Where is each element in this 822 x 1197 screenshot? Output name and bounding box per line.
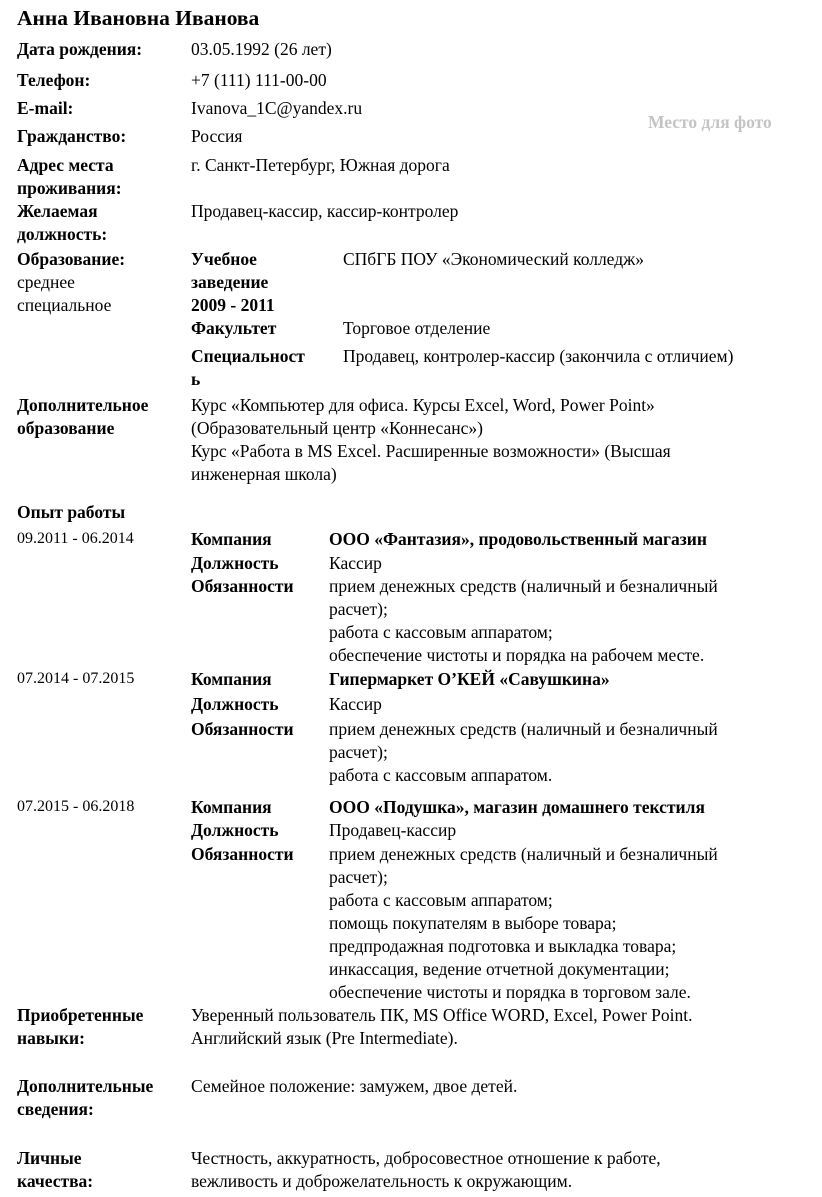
- skills-value: [191, 1004, 811, 1050]
- job-dates: 07.2015 - 06.2018: [17, 798, 135, 815]
- additional-education-value: [191, 394, 811, 486]
- additional-education-line: Курс «Компьютер для офиса. Курсы Excel, Word, Power Point»: [191, 395, 655, 415]
- specialty-value: Продавец, контролер-кассир (закончила с отличием): [343, 346, 734, 366]
- duty-line: расчет);: [329, 867, 388, 887]
- skills-line: Уверенный пользователь ПК, MS Office WORD, Excel, Power Point.: [191, 1005, 693, 1025]
- company-label: Компания: [191, 797, 272, 817]
- extra-info-label-line: Дополнительные: [17, 1076, 154, 1096]
- institution-label-line: Учебное: [191, 249, 257, 269]
- duty-line: прием денежных средств (наличный и безналичный: [329, 719, 718, 739]
- additional-education-label: [17, 394, 185, 440]
- education-label-title: Образование:: [17, 249, 126, 269]
- duty-line: работа с кассовым аппаратом;: [329, 890, 553, 910]
- duty-line: расчет);: [329, 742, 388, 762]
- position-value: Продавец-кассир: [329, 820, 457, 840]
- desired-position-label: [17, 200, 185, 246]
- institution-label: [191, 248, 331, 317]
- institution-value: СПбГБ ПОУ «Экономический колледж»: [343, 249, 644, 269]
- additional-education-line: инженерная школа): [191, 464, 337, 484]
- phone-label: Телефон:: [17, 70, 91, 90]
- education-label: [17, 248, 185, 317]
- skills-label: [17, 1004, 185, 1050]
- birthdate-value: 03.05.1992 (26 лет): [191, 39, 332, 59]
- duty-line: обеспечение чистоты и порядка в торговом зале.: [329, 982, 691, 1002]
- email-label: E-mail:: [17, 98, 74, 118]
- address-label: [17, 154, 185, 200]
- duties-label: Обязанности: [191, 719, 294, 739]
- skills-label-line: Приобретенные: [17, 1005, 144, 1025]
- duty-line: предпродажная подготовка и выкладка товара;: [329, 936, 677, 956]
- personal-qualities-label-line: качества:: [17, 1171, 94, 1191]
- citizenship-value: Россия: [191, 126, 243, 146]
- duty-line: инкассация, ведение отчетной документации;: [329, 959, 670, 979]
- institution-years: 2009 - 2011: [191, 295, 275, 315]
- position-value: Кассир: [329, 694, 382, 714]
- job-dates: 09.2011 - 06.2014: [17, 530, 134, 547]
- position-label: Должность: [191, 820, 279, 840]
- specialty-label-line: ь: [191, 369, 201, 389]
- additional-education-line: (Образовательный центр «Коннесанс»): [191, 418, 483, 438]
- institution-label-line: заведение: [191, 272, 269, 292]
- experience-heading: Опыт работы: [17, 502, 126, 522]
- personal-qualities-label-line: Личные: [17, 1148, 82, 1168]
- education-level-line: среднее: [17, 272, 75, 292]
- skills-label-line: навыки:: [17, 1028, 85, 1048]
- duties-list: [329, 843, 809, 1004]
- extra-info-label-line: сведения:: [17, 1099, 94, 1119]
- position-label: Должность: [191, 694, 279, 714]
- additional-education-label-line: Дополнительное: [17, 395, 149, 415]
- desired-position-value: Продавец-кассир, кассир-контролер: [191, 201, 459, 221]
- company-value: ООО «Фантазия», продовольственный магазин: [329, 529, 707, 549]
- personal-qualities-line: Честность, аккуратность, добросовестное отношение к работе,: [191, 1148, 661, 1168]
- faculty-value: Торговое отделение: [343, 318, 491, 338]
- education-level-line: специальное: [17, 295, 112, 315]
- personal-qualities-label: [17, 1147, 185, 1193]
- extra-info-value: Семейное положение: замужем, двое детей.: [191, 1076, 518, 1096]
- company-value: ООО «Подушка», магазин домашнего текстиля: [329, 797, 705, 817]
- personal-qualities-value: [191, 1147, 811, 1193]
- company-label: Компания: [191, 529, 272, 549]
- desired-position-label-line: Желаемая: [17, 201, 98, 221]
- duty-line: работа с кассовым аппаратом.: [329, 765, 553, 785]
- duty-line: прием денежных средств (наличный и безналичный: [329, 844, 718, 864]
- specialty-label-line: Специальност: [191, 346, 305, 366]
- duties-label: Обязанности: [191, 844, 294, 864]
- additional-education-label-line: образование: [17, 418, 115, 438]
- extra-info-label: [17, 1075, 185, 1121]
- additional-education-line: Курс «Работа в MS Excel. Расширенные возможности» (Высшая: [191, 441, 671, 461]
- skills-line: Английский язык (Pre Intermediate).: [191, 1028, 458, 1048]
- duty-line: расчет);: [329, 599, 388, 619]
- position-value: Кассир: [329, 553, 382, 573]
- address-value: г. Санкт-Петербург, Южная дорога: [191, 155, 450, 175]
- phone-value: +7 (111) 111-00-00: [191, 70, 327, 90]
- position-label: Должность: [191, 553, 279, 573]
- specialty-label: [191, 345, 331, 391]
- email-value: Ivanova_1C@yandex.ru: [191, 98, 363, 118]
- duty-line: прием денежных средств (наличный и безналичный: [329, 576, 718, 596]
- citizenship-label: Гражданство:: [17, 126, 127, 146]
- duty-line: обеспечение чистоты и порядка на рабочем месте.: [329, 645, 705, 665]
- photo-placeholder: Место для фото: [648, 112, 772, 132]
- duty-line: помощь покупателям в выборе товара;: [329, 913, 617, 933]
- duties-label: Обязанности: [191, 576, 294, 596]
- personal-qualities-line: вежливость и доброжелательность к окружающим.: [191, 1171, 573, 1191]
- faculty-label: Факультет: [191, 318, 277, 338]
- birthdate-label: Дата рождения:: [17, 39, 143, 59]
- job-dates: 07.2014 - 07.2015: [17, 670, 135, 687]
- resume-name: Анна Ивановна Иванова: [17, 6, 260, 30]
- company-label: Компания: [191, 669, 272, 689]
- duties-list: [329, 718, 809, 787]
- duties-list: [329, 575, 809, 667]
- address-label-line: проживания:: [17, 178, 122, 198]
- duty-line: работа с кассовым аппаратом;: [329, 622, 553, 642]
- address-label-line: Адрес места: [17, 155, 114, 175]
- desired-position-label-line: должность:: [17, 224, 108, 244]
- company-value: Гипермаркет О’КЕЙ «Савушкина»: [329, 669, 610, 689]
